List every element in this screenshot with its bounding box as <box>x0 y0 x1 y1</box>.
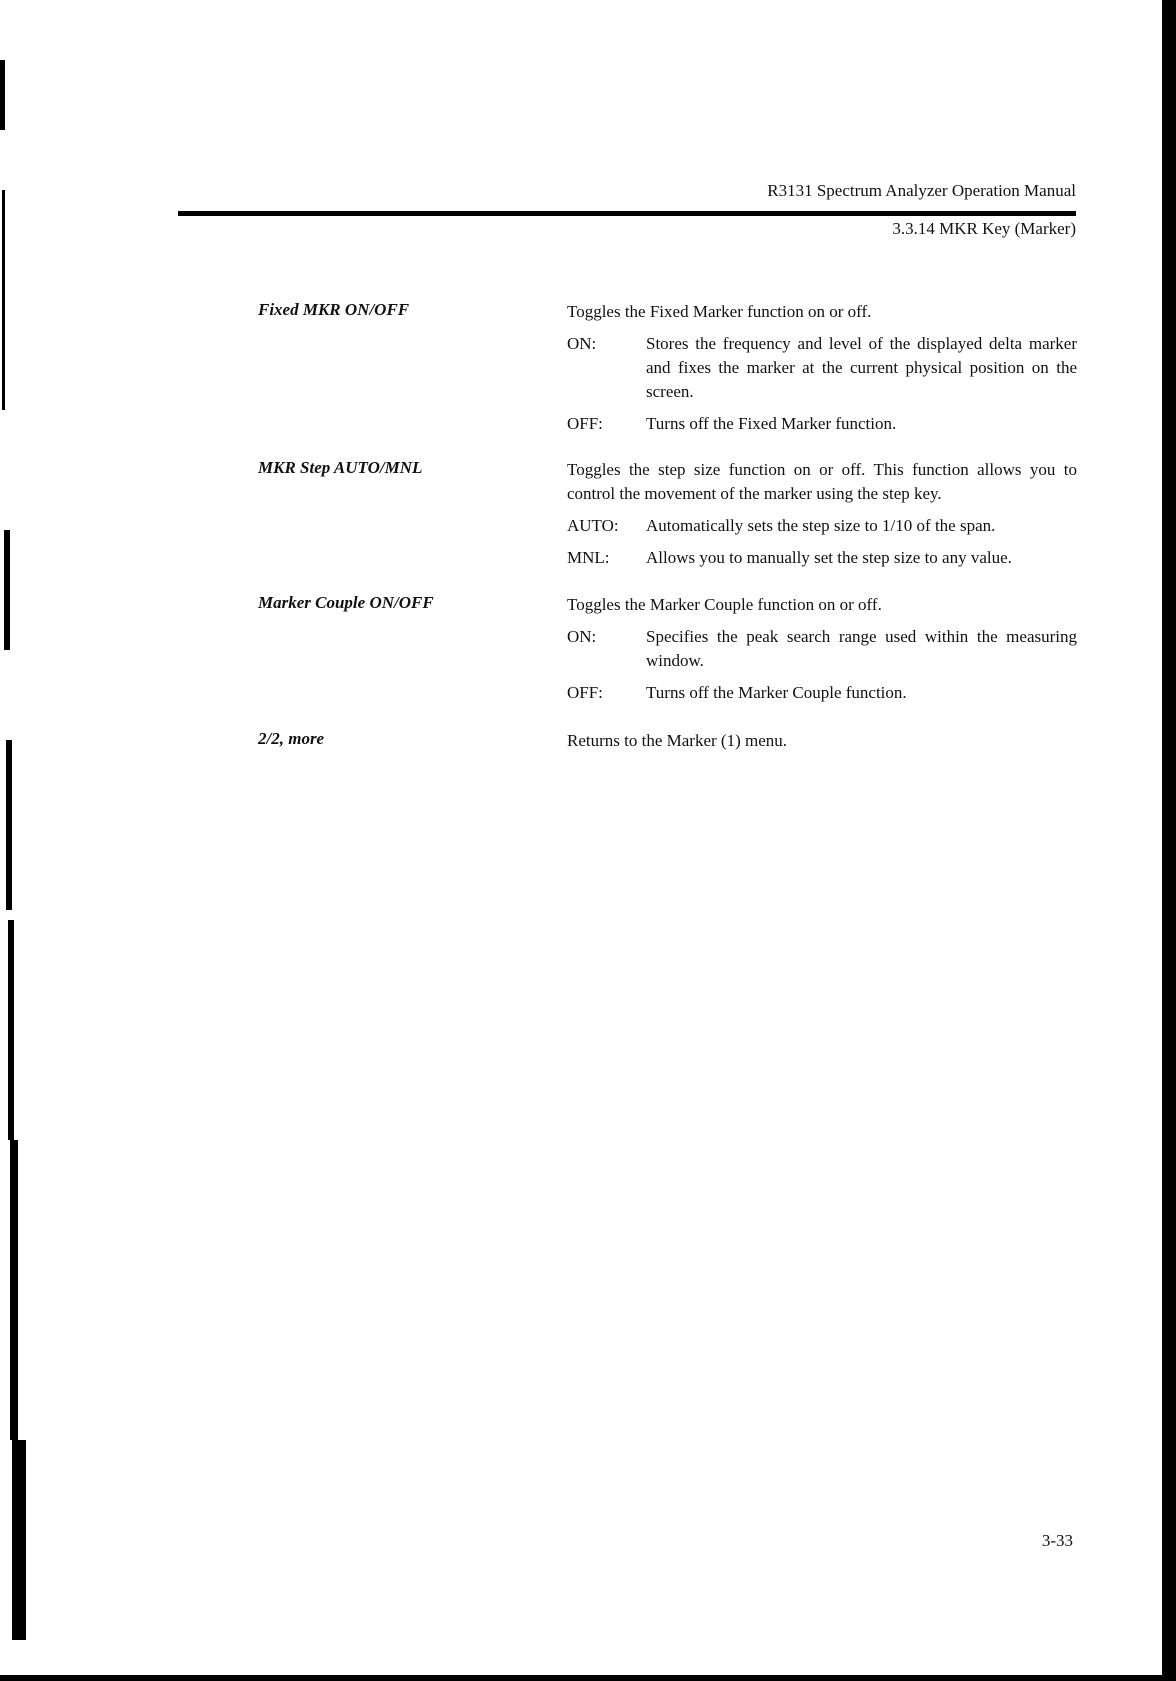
scan-edge-right <box>1162 0 1176 1681</box>
option-text: Turns off the Marker Couple function. <box>646 683 907 702</box>
option-label: OFF: <box>567 414 603 433</box>
entry-description: Returns to the Marker (1) menu. <box>567 731 787 750</box>
option-text: Stores the frequency and level of the displayed delta marker and fixes the marker at the current physical position on the screen. <box>646 334 1077 401</box>
option-text: Turns off the Fixed Marker function. <box>646 414 897 433</box>
page-number: 3-33 <box>1041 1531 1073 1550</box>
entry-body <box>567 593 1077 705</box>
entry-description: Toggles the Marker Couple function on or off. <box>567 595 882 614</box>
option-label: ON: <box>567 334 597 353</box>
header-rule <box>178 211 1076 216</box>
option-label: MNL: <box>567 548 610 567</box>
option-row <box>567 625 1077 673</box>
section-reference: 3.3.14 MKR Key (Marker) <box>892 219 1076 238</box>
entry-description: Toggles the Fixed Marker function on or off. <box>567 302 872 321</box>
option-label: ON: <box>567 627 597 646</box>
entry-term: Fixed MKR ON/OFF <box>258 300 410 319</box>
entry-description: Toggles the step size function on or off. This function allows you to control the movement of the marker using the step key. <box>567 460 1077 503</box>
option-row <box>567 514 1077 538</box>
entry-term: Marker Couple ON/OFF <box>258 593 434 612</box>
running-header: R3131 Spectrum Analyzer Operation Manual <box>767 181 1076 200</box>
option-row <box>567 332 1077 404</box>
option-label: OFF: <box>567 683 603 702</box>
option-text: Specifies the peak search range used within the measuring window. <box>646 627 1077 670</box>
entry-body <box>567 458 1077 570</box>
entry-term: 2/2, more <box>258 729 325 748</box>
scan-edge-bottom <box>0 1675 1176 1681</box>
entry-term: MKR Step AUTO/MNL <box>258 458 423 477</box>
option-row <box>567 681 1077 705</box>
option-text: Automatically sets the step size to 1/10 of the span. <box>646 516 996 535</box>
entry-body <box>567 729 1077 753</box>
entry-body <box>567 300 1077 436</box>
option-row <box>567 412 1077 436</box>
option-label: AUTO: <box>567 516 619 535</box>
option-row <box>567 546 1077 570</box>
option-text: Allows you to manually set the step size to any value. <box>646 548 1012 567</box>
